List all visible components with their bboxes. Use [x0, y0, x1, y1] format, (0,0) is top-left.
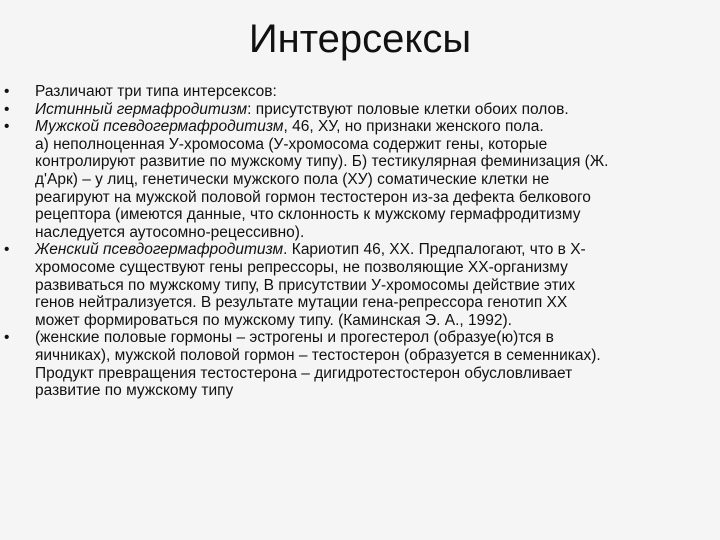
bullet-line: развитие по мужскому типу — [35, 382, 234, 400]
slide-title: Интерсексы — [248, 17, 472, 61]
bullet-item — [0, 83, 720, 101]
bullet-line: генов нейтрализуется. В результате мутации гена-репрессора генотип ХХ — [35, 294, 568, 312]
bullet-line — [35, 101, 708, 119]
bullet-line: яичниках), мужской половой гормон – тестостерон (образуется в семенниках). — [35, 346, 601, 364]
bullet-list — [0, 83, 720, 400]
bullet-item — [0, 241, 720, 329]
bullet-line: а) неполноценная У-хромосома (У-хромосома содержит гены, которые — [35, 135, 548, 153]
bullet-line — [35, 118, 708, 136]
bullet-text: Различают три типа интерсексов: — [35, 83, 277, 100]
bullet-line: развиваться по мужскому типу, В присутствии У-хромосомы действие этих — [35, 276, 576, 294]
bullet-line — [35, 83, 708, 101]
bullet-line — [35, 241, 708, 259]
bullet-icon: • — [4, 83, 10, 100]
bullet-line: д'Арк) – у лиц, генетически мужского пола (ХУ) соматические клетки не — [35, 170, 550, 188]
bullet-icon: • — [4, 241, 10, 259]
bullet-text: . Кариотип 46, ХХ. Предпалогают, что в Х- — [283, 241, 586, 259]
bullet-icon: • — [4, 118, 10, 136]
bullet-line: рецептора (имеются данные, что склонность к мужскому гермафродитизму — [35, 206, 581, 224]
bullet-line: (женские половые гормоны – эстрогены и прогестерол (образуе(ю)тся в — [35, 329, 554, 347]
bullet-icon: • — [4, 100, 10, 118]
bullet-item — [0, 101, 720, 119]
bullet-line: реагируют на мужской половой гормон тестостерон из-за дефекта белкового — [35, 188, 591, 206]
bullet-line: хромосоме существуют гены репрессоры, не позволяющие ХХ-организму — [35, 258, 568, 276]
bullet-term: Женский псевдогермафродитизм — [35, 241, 284, 259]
bullet-line: контролируют развитие по мужскому типу). Б) тестикулярная феминизация (Ж. — [35, 153, 609, 171]
bullet-term: Истинный гермафродитизм — [35, 100, 248, 118]
bullet-text: , 46, ХУ, но признаки женского пола. — [283, 118, 544, 136]
bullet-term: Мужской псевдогермафродитизм — [35, 118, 284, 136]
bullet-icon: • — [4, 329, 10, 347]
bullet-item — [0, 329, 720, 399]
bullet-item — [0, 118, 720, 241]
bullet-text: : присутствуют половые клетки обоих полов. — [247, 100, 569, 118]
bullet-line: Продукт превращения тестостерона – дигидротестостерон обусловливает — [35, 364, 573, 382]
bullet-line: наследуется аутосомно-рецессивно). — [35, 223, 305, 241]
bullet-line: может формироваться по мужскому типу. (Каминская Э. А., 1992). — [35, 311, 512, 329]
